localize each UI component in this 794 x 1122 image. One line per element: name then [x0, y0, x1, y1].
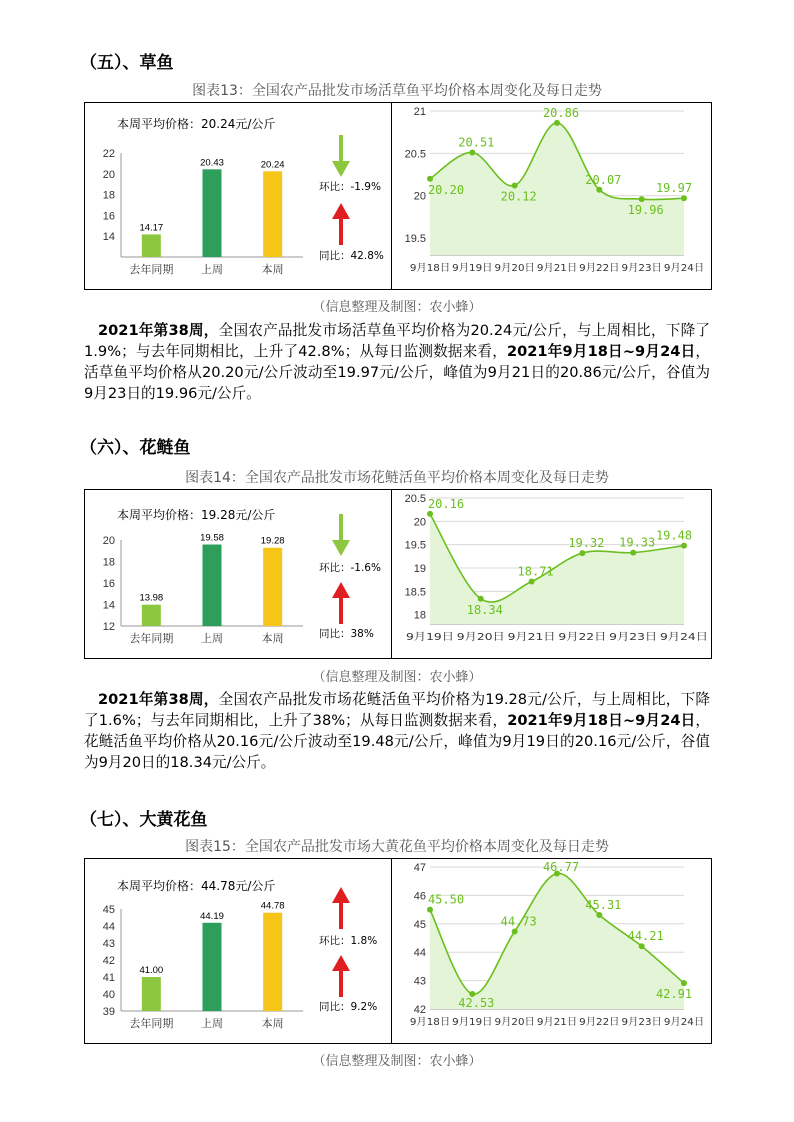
point-data-label: 42.53: [458, 996, 495, 1010]
y-tick-label: 19.5: [404, 233, 426, 246]
y-tick-label: 20: [413, 516, 426, 529]
data-point: [427, 511, 433, 517]
x-tick-label: 9月18日: [409, 263, 449, 274]
y-tick-label: 20: [102, 535, 115, 547]
point-data-label: 20.51: [458, 135, 495, 150]
arrow-head: [332, 955, 350, 971]
daily-trend-chart: [392, 103, 710, 289]
bar: [142, 977, 161, 1011]
data-point: [681, 543, 687, 549]
y-tick-label: 42: [413, 1004, 426, 1016]
source-note: （信息整理及制图：农小蜂）: [312, 300, 482, 315]
point-data-label: 18.71: [517, 564, 554, 579]
data-point: [512, 928, 518, 934]
paragraph-text: 全国农产品批发市场花鲢活鱼平均价格为19.28元/公斤，与上周相比，下降了1.6%；与去年同期相比，上升了38%；从每日监测数据来看，: [84, 691, 710, 729]
x-tick-label: 9月20日: [494, 263, 534, 274]
bar-data-label: 14.17: [139, 222, 164, 234]
data-point: [681, 980, 687, 986]
week-average-label: 本周平均价格：44.78元/公斤: [117, 879, 276, 893]
bar-data-label: 20.24: [260, 159, 285, 171]
x-tick-label: 9月22日: [558, 632, 598, 643]
point-data-label: 46.77: [542, 860, 580, 874]
bar-data-label: 41.00: [139, 965, 164, 976]
point-data-label: 20.20: [427, 182, 465, 197]
arrow-down-icon: [331, 135, 351, 177]
y-tick-label: 18: [102, 189, 115, 202]
y-tick-label: 42: [102, 955, 115, 967]
mom-ratio-label: 环比：1.8%: [319, 935, 378, 947]
data-point: [639, 196, 645, 202]
data-point: [579, 550, 585, 556]
x-tick-label: 上周: [201, 263, 223, 276]
date-range-bold: 2021年9月18日~9月24日: [506, 343, 696, 360]
point-data-label: 18.34: [466, 602, 503, 617]
arrow-up-icon: [331, 582, 351, 624]
figure-caption: 图表15：全国农产品批发市场大黄花鱼平均价格本周变化及每日走势: [185, 839, 609, 855]
data-point: [529, 579, 535, 585]
point-data-label: 19.97: [655, 181, 693, 196]
arrow-shaft: [339, 970, 343, 997]
arrow-head: [332, 582, 350, 598]
y-tick-label: 43: [102, 938, 115, 950]
point-data-label: 44.21: [627, 929, 664, 944]
y-tick-label: 41: [102, 972, 115, 984]
point-data-label: 20.07: [585, 172, 622, 187]
week-average-label: 本周平均价格：20.24元/公斤: [117, 117, 276, 131]
week-average-label: 本周平均价格：19.28元/公斤: [117, 508, 276, 522]
bar-data-label: 44.19: [200, 910, 224, 922]
point-data-label: 45.31: [585, 897, 622, 912]
y-tick-label: 22: [102, 148, 115, 160]
figure-13: [84, 102, 712, 290]
y-tick-label: 16: [102, 578, 115, 590]
data-point: [596, 187, 602, 193]
x-tick-label: 9月21日: [536, 263, 576, 274]
summary-paragraph: [84, 320, 710, 404]
paragraph-text: ，花鲢活鱼平均价格从20.16元/公斤波动至19.48元/公斤，峰值为9月19日的20.16元/公斤，谷值为9月20日的18.34元/公斤。: [84, 712, 711, 771]
point-data-label: 20.12: [500, 189, 537, 204]
bar-data-label: 19.58: [200, 532, 224, 544]
bar-data-label: 44.78: [260, 900, 285, 912]
y-tick-label: 20.5: [404, 493, 426, 505]
x-tick-label: 9月24日: [660, 632, 700, 643]
x-tick-label: 9月24日: [663, 1017, 703, 1028]
y-tick-label: 47: [413, 862, 426, 874]
y-tick-label: 20: [102, 168, 115, 181]
x-tick-label: 9月23日: [621, 1017, 661, 1028]
figure-15: [84, 858, 712, 1044]
y-tick-label: 45: [413, 918, 426, 931]
x-tick-label: 本周: [261, 632, 284, 645]
x-tick-label: 去年同期: [129, 632, 174, 645]
arrow-head: [332, 887, 350, 903]
source-note: （信息整理及制图：农小蜂）: [312, 670, 482, 685]
x-tick-label: 9月23日: [621, 263, 661, 274]
data-point: [639, 943, 645, 949]
paragraph-text: ，活草鱼平均价格从20.20元/公斤波动至19.97元/公斤，峰值为9月21日的20.86元/公斤，谷值为9月23日的19.96元/公斤。: [84, 343, 710, 402]
arrow-up-icon: [331, 955, 351, 997]
point-data-label: 19.96: [627, 203, 664, 218]
arrow-down-icon: [331, 514, 351, 556]
bar-data-label: 20.43: [200, 157, 224, 169]
point-data-label: 19.48: [655, 528, 693, 543]
y-tick-label: 18: [102, 556, 115, 569]
y-tick-label: 18: [413, 609, 426, 622]
data-point: [554, 120, 560, 126]
x-tick-label: 9月18日: [409, 1017, 449, 1028]
y-tick-label: 19.5: [404, 539, 426, 552]
y-tick-label: 44: [102, 921, 115, 933]
arrow-up-icon: [331, 203, 351, 245]
bar-data-label: 13.98: [139, 592, 164, 604]
daily-trend-chart: [392, 859, 710, 1043]
y-tick-label: 12: [102, 621, 115, 633]
weekly-bar-panel: [85, 490, 392, 658]
data-point: [469, 150, 475, 156]
arrow-shaft: [339, 597, 343, 624]
arrow-shaft: [339, 218, 343, 245]
arrow-shaft: [339, 902, 343, 929]
x-tick-label: 本周: [261, 1017, 284, 1030]
daily-trend-panel: [392, 103, 711, 289]
y-tick-label: 43: [413, 975, 426, 988]
data-point: [681, 195, 687, 201]
y-tick-label: 16: [102, 210, 115, 223]
arrow-shaft: [339, 514, 343, 541]
arrow-up-icon: [331, 887, 351, 929]
weekly-bar-panel: [85, 103, 392, 289]
arrow-shaft: [339, 135, 343, 162]
mom-ratio-label: 环比：-1.9%: [319, 181, 381, 193]
x-tick-label: 9月21日: [536, 1017, 576, 1028]
date-range-bold: 2021年9月18日~9月24日: [507, 712, 696, 729]
summary-paragraph: [84, 689, 710, 773]
point-data-label: 19.32: [568, 536, 605, 551]
data-point: [427, 907, 433, 913]
y-tick-label: 39: [102, 1006, 115, 1018]
arrow-head: [332, 540, 350, 556]
y-tick-label: 46: [413, 890, 426, 903]
data-point: [630, 550, 636, 556]
figure-caption: 图表13：全国农产品批发市场活草鱼平均价格本周变化及每日走势: [192, 83, 602, 99]
x-tick-label: 9月19日: [406, 632, 446, 643]
section-title: （五）、草鱼: [80, 53, 174, 73]
ratio-column: [313, 859, 391, 1043]
point-data-label: 19.33: [619, 535, 656, 550]
y-tick-label: 40: [102, 989, 115, 1001]
x-tick-label: 9月24日: [663, 263, 703, 274]
x-tick-label: 去年同期: [129, 1017, 174, 1030]
point-data-label: 42.91: [655, 987, 693, 1002]
bar: [263, 548, 282, 626]
yoy-ratio-label: 同比：38%: [319, 628, 374, 640]
point-data-label: 20.86: [542, 105, 580, 120]
y-tick-label: 44: [413, 947, 426, 960]
x-tick-label: 9月21日: [507, 632, 547, 643]
bar: [142, 605, 161, 626]
weekly-bar-panel: [85, 859, 392, 1043]
section-title: （六）、花鲢鱼: [80, 438, 191, 458]
y-tick-label: 14: [102, 231, 115, 244]
paragraph-text: 全国农产品批发市场活草鱼平均价格为20.24元/公斤，与上周相比，下降了1.9%；与去年同期相比，上升了42.8%；从每日监测数据来看，: [84, 322, 710, 360]
x-tick-label: 9月22日: [579, 1017, 619, 1028]
bar: [263, 171, 282, 257]
yoy-ratio-label: 同比：42.8%: [319, 250, 384, 262]
data-point: [427, 176, 433, 182]
bar: [203, 545, 222, 626]
y-tick-label: 19: [413, 563, 426, 575]
section-title: （七）、大黄花鱼: [80, 810, 208, 830]
x-tick-label: 9月20日: [456, 632, 496, 643]
x-tick-label: 9月23日: [609, 632, 649, 643]
week-bold: 2021年第38周，: [98, 322, 219, 339]
x-tick-label: 9月22日: [579, 263, 619, 274]
bar: [142, 234, 161, 257]
figure-14: [84, 489, 712, 659]
mom-ratio-label: 环比：-1.6%: [319, 562, 381, 574]
figure-caption: 图表14：全国农产品批发市场花鲢活鱼平均价格本周变化及每日走势: [185, 470, 609, 486]
bar: [203, 923, 222, 1011]
y-tick-label: 18.5: [404, 586, 426, 599]
x-tick-label: 9月19日: [452, 263, 492, 274]
x-tick-label: 上周: [201, 1017, 223, 1030]
x-tick-label: 9月19日: [452, 1017, 492, 1028]
arrow-head: [332, 161, 350, 177]
x-tick-label: 上周: [201, 632, 223, 645]
bar: [203, 169, 222, 257]
ratio-column: [313, 490, 391, 658]
x-tick-label: 去年同期: [129, 263, 174, 276]
daily-trend-chart: [392, 490, 710, 658]
yoy-ratio-label: 同比：9.2%: [319, 1001, 378, 1013]
daily-trend-panel: [392, 490, 711, 658]
data-point: [596, 912, 602, 918]
y-tick-label: 14: [102, 599, 115, 612]
y-tick-label: 20.5: [404, 148, 426, 161]
bar-data-label: 19.28: [260, 535, 285, 547]
daily-trend-panel: [392, 859, 711, 1043]
week-bold: 2021年第38周，: [98, 691, 219, 708]
y-tick-label: 45: [102, 904, 115, 916]
point-data-label: 20.16: [427, 496, 465, 511]
x-tick-label: 9月20日: [494, 1017, 534, 1028]
point-data-label: 45.50: [427, 892, 465, 907]
data-point: [512, 183, 518, 189]
source-note: （信息整理及制图：农小蜂）: [312, 1054, 482, 1069]
y-tick-label: 21: [413, 106, 426, 118]
arrow-head: [332, 203, 350, 219]
point-data-label: 44.73: [500, 914, 537, 929]
ratio-column: [313, 103, 391, 289]
bar: [263, 913, 282, 1011]
x-tick-label: 本周: [261, 263, 284, 276]
data-point: [478, 596, 484, 602]
y-tick-label: 20: [413, 190, 426, 203]
